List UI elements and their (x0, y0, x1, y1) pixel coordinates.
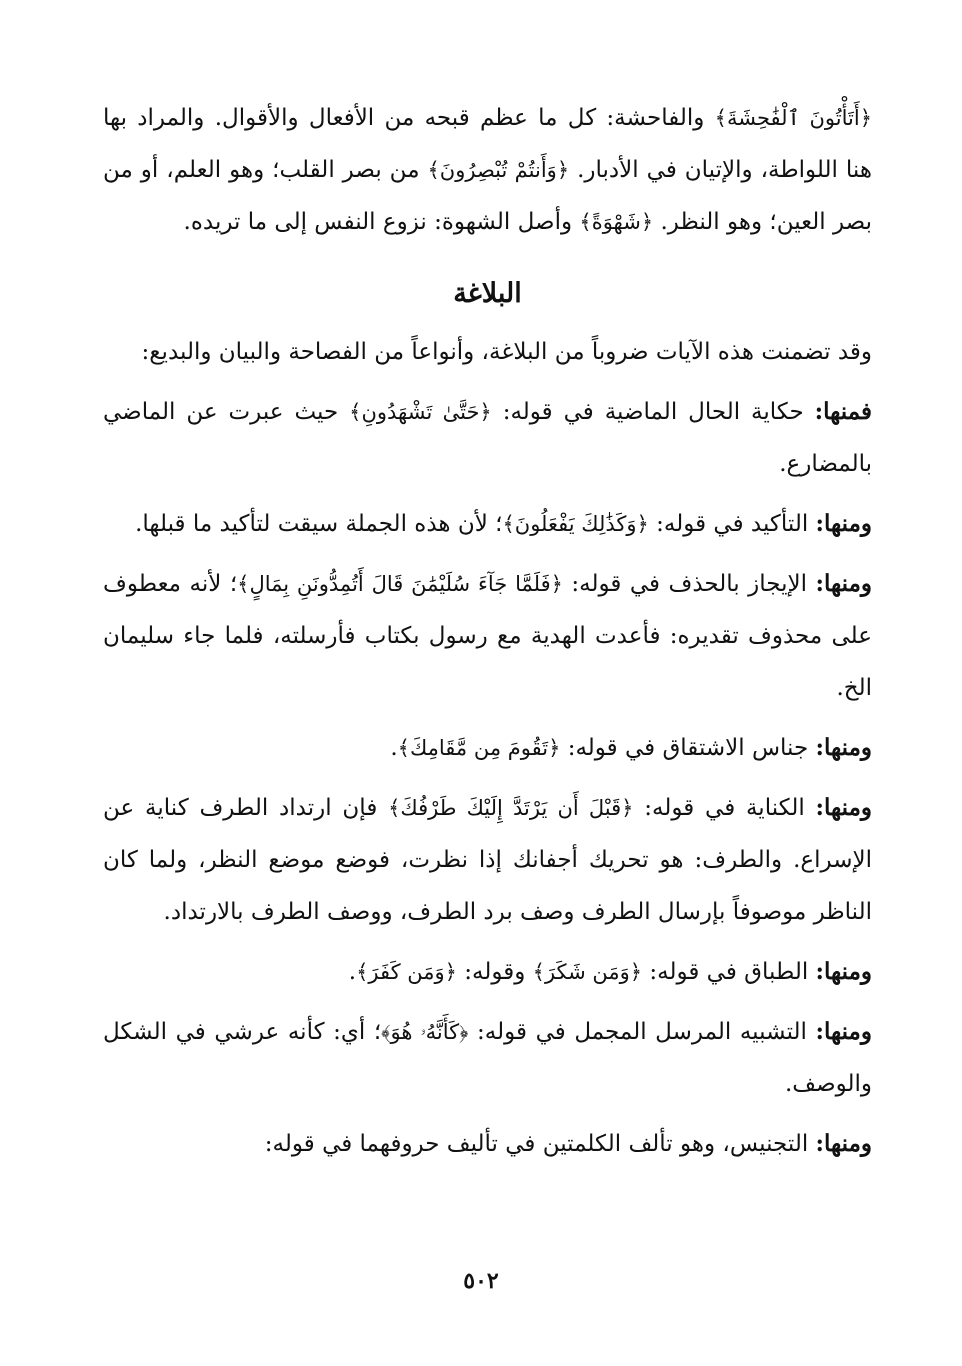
text-run: التأكيد في قوله: (648, 511, 816, 537)
rhetoric-intro-paragraph: وقد تضمنت هذه الآيات ضروباً من البلاغة، وأنواعاً من الفصاحة والبيان والبديع: (141, 339, 872, 365)
text-run: . (390, 735, 398, 761)
paragraph-gap (103, 714, 872, 722)
section-heading: البلاغة (453, 278, 522, 309)
text-run: من بصر القلب؛ وهو العلم، أو من بصر العين؛ وهو النظر. (103, 157, 872, 235)
paragraph-gap (103, 774, 872, 782)
paragraph-gap (103, 938, 872, 946)
text-run: والفاحشة: كل ما عظم قبحه من الأفعال والأقوال. والمراد بها هنا اللواطة، والإتيان في الأدبار. (103, 105, 872, 183)
paragraph-gap (103, 490, 872, 498)
item-lead: ومنها: (815, 1018, 872, 1045)
text-run: ؛ أي: كأنه عرشي في الشكل والوصف. (103, 1019, 872, 1097)
quran-quote: ﴿تَقُومَ مِن مَّقَامِكَ﴾ (397, 736, 561, 760)
text-run: جناس الاشتقاق في قوله: (560, 735, 816, 761)
item-lead: ومنها: (815, 734, 872, 761)
item-lead: فمنها: (814, 398, 873, 425)
text-run: ؛ لأنه معطوف على محذوف تقديره: فأعدت الهدية مع رسول بكتاب فأرسلته، فلما جاء سليمان الخ. (103, 571, 872, 701)
quran-quote: ﴿أَتَأْتُونَ ٱلْفَٰحِشَةَ﴾ (714, 106, 872, 130)
paragraph-gap (103, 998, 872, 1006)
item-lead: ومنها: (815, 510, 872, 537)
quran-quote: ﴿وَكَذَٰلِكَ يَفْعَلُونَ﴾ (502, 512, 649, 536)
text-run: وقوله: (456, 959, 533, 985)
quran-quote: ﴿حَتَّىٰ تَشْهَدُونِ﴾ (349, 400, 492, 424)
quran-quote: ﴿وَمَن شَكَرَ﴾ (532, 960, 643, 984)
quran-quote: ﴿شَهْوَةً﴾ (579, 210, 654, 234)
rhetoric-item-7 (103, 1006, 872, 1110)
quran-quote: ﴿وَأَنتُمْ تُبْصِرُونَ﴾ (427, 158, 570, 182)
quran-quote: ﴿كَأَنَّهُۥ هُوَ﴾ (381, 1020, 469, 1044)
intro-paragraph (103, 92, 872, 248)
paragraph-gap (103, 550, 872, 558)
rhetoric-item-3 (103, 558, 872, 714)
quran-quote: ﴿قَبْلَ أَن يَرْتَدَّ إِلَيْكَ طَرْفُكَ﴾ (388, 796, 634, 820)
rhetoric-item-4 (103, 722, 872, 774)
page-content (103, 92, 872, 1170)
paragraph-gap (103, 378, 872, 386)
text-run: ؛ لأن هذه الجملة سيقت لتأكيد ما قبلها. (135, 511, 503, 537)
text-run: الطباق في قوله: (642, 959, 816, 985)
text-run: فإن ارتداد الطرف كناية عن الإسراع. والطرف: هو تحريك أجفانك إذا نظرت، فوضع موضع النظر، ولما كان الناظر موصوفاً بإرسال الطرف وصف برد الطرف، ووصف الطرف بالارتداد. (103, 795, 872, 925)
item-lead: ومنها: (815, 570, 872, 597)
text-run: الكناية في قوله: (633, 795, 816, 821)
text-run: . (348, 959, 357, 985)
text-run: حيث عبرت عن الماضي بالمضارع. (103, 399, 872, 477)
text-run: التشبيه المرسل المجمل في قوله: (468, 1019, 816, 1045)
item-lead: ومنها: (815, 958, 872, 985)
text-run: الإيجاز بالحذف في قوله: (562, 571, 816, 597)
text-run: التجنيس، وهو تألف الكلمتين في تأليف حروفهما في قوله: (264, 1131, 816, 1157)
text-run: وأصل الشهوة: نزوع النفس إلى ما تريده. (183, 209, 580, 235)
rhetoric-item-5 (103, 782, 872, 938)
text-run: حكاية الحال الماضية في قوله: (491, 399, 815, 425)
rhetoric-item-8 (103, 1118, 872, 1170)
quran-quote: ﴿فَلَمَّا جَآءَ سُلَيْمَٰنَ قَالَ أَتُمِدُّونَنِ بِمَالٍ﴾ (237, 572, 563, 596)
item-lead: ومنها: (815, 794, 873, 821)
rhetoric-item-1 (103, 386, 872, 490)
page-number: ٥٠٢ (463, 1268, 499, 1294)
item-lead: ومنها: (815, 1130, 872, 1157)
paragraph-gap (103, 1110, 872, 1118)
quran-quote: ﴿وَمَن كَفَرَ﴾ (356, 960, 457, 984)
rhetoric-item-2 (103, 498, 872, 550)
rhetoric-item-6 (103, 946, 872, 998)
